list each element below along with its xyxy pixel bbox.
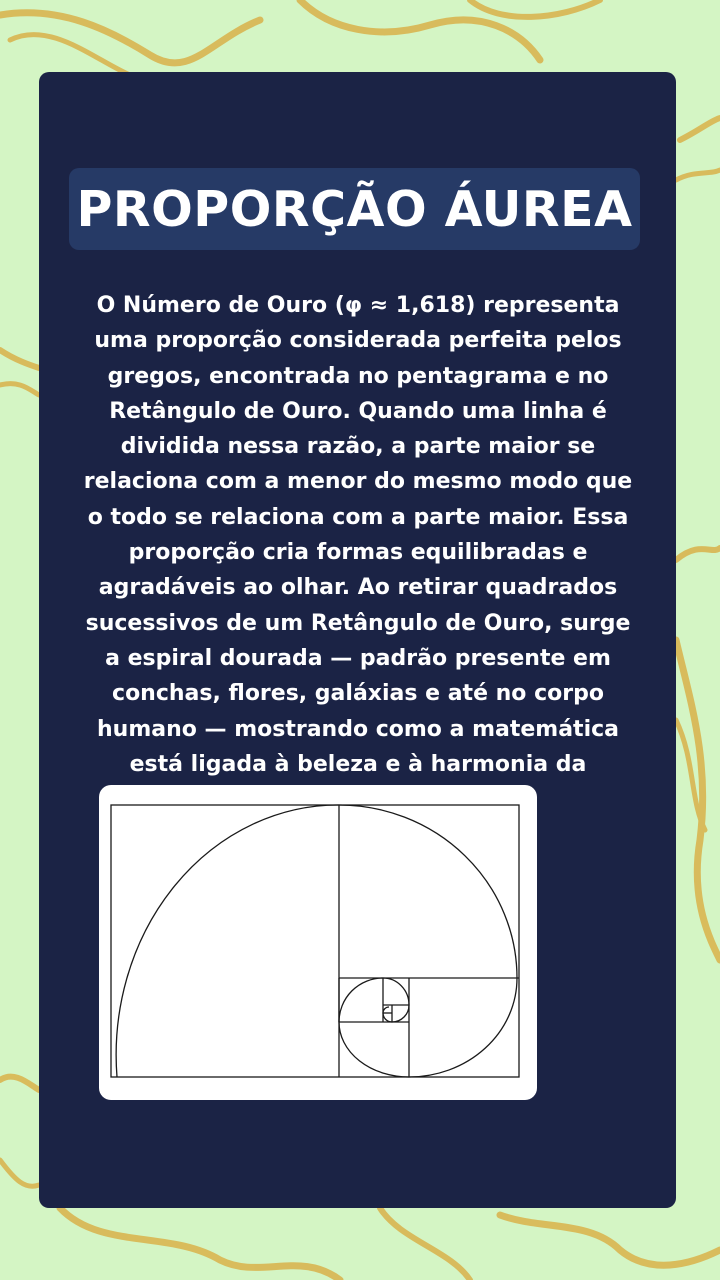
golden-rectangle-outline	[111, 805, 519, 1077]
golden-spiral-diagram	[99, 785, 537, 1100]
golden-spiral-figure	[99, 785, 537, 1100]
body-paragraph: O Número de Ouro (φ ≈ 1,618) representa uma proporção considerada perfeita pelos gregos, encontrada no pentagrama e no Retângulo de Ouro. Quando uma linha é dividida nessa razão, a parte maior se relaciona com a menor do mesmo modo que o todo se relaciona com a parte maior. Essa proporção cria formas equilibradas e agradáveis ao olhar. Ao retirar quadrados sucessivos de um Retângulo de Ouro, surge a espiral dourada — padrão presente em conchas, flores, galáxias e até no corpo humano — mostrando como a matemática está ligada à beleza e à harmonia da	[83, 293, 633, 777]
title-box	[69, 168, 640, 250]
golden-spiral-curve	[116, 805, 517, 1077]
page-title: PROPORÇÃO ÁUREA	[76, 180, 633, 238]
